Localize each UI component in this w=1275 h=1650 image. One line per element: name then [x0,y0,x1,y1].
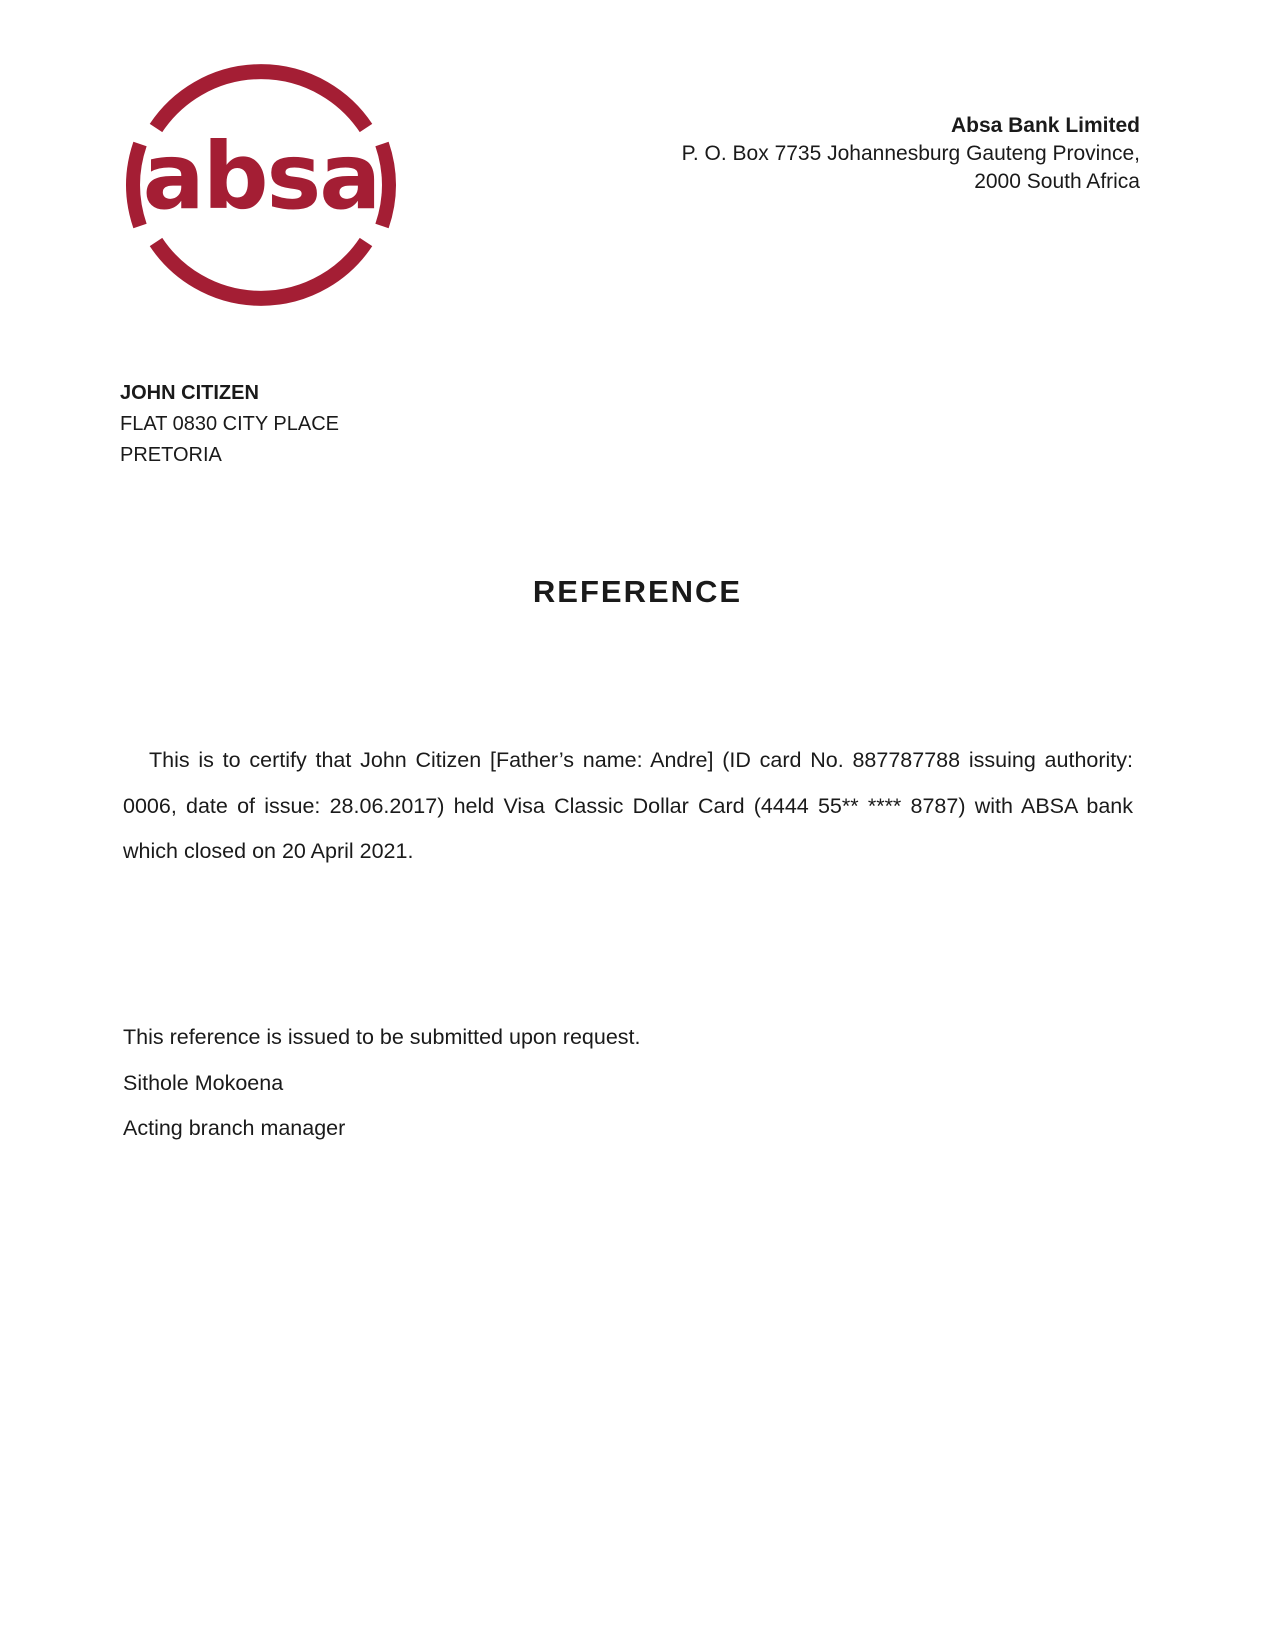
closing-statement: This reference is issued to be submitted upon request. [123,1025,641,1049]
sender-name: Absa Bank Limited [950,114,1140,137]
absa-logo [120,44,402,326]
recipient-address-line2: PRETORIA [120,444,222,466]
reference-body-paragraph: This is to certify that John Citizen [Father’s name: Andre] (ID card No. 887787788 issuing authority: 0006, date of issue: 28.06.2017) held Visa Classic Dollar Card (4444 55** **** 8787) with ABSA bank which closed on 20 April 2021. [123,748,1133,863]
recipient-address-line1: FLAT 0830 CITY PLACE [120,413,339,435]
signatory-name: Sithole Mokoena [123,1070,284,1095]
recipient-address-block [120,378,339,471]
document-title: REFERENCE [532,574,743,609]
logo-wordmark: absa [142,123,380,230]
sender-address-line2: 2000 South Africa [974,170,1140,193]
recipient-name: JOHN CITIZEN [120,382,259,404]
sender-address-block [682,112,1140,196]
sender-address-line1: P. O. Box 7735 Johannesburg Gauteng Province, [681,142,1140,165]
absa-logo-mark [120,44,402,326]
signatory-title: Acting branch manager [123,1116,346,1140]
closing-block [123,1015,640,1152]
